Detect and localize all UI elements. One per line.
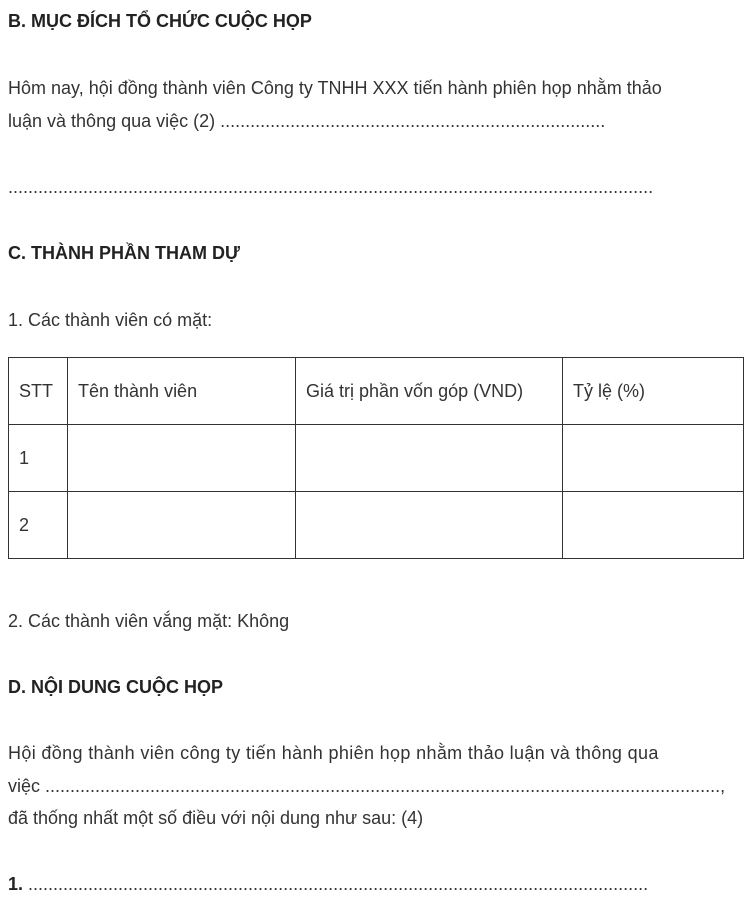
section-d-text-line-3: đã thống nhất một số điều với nội dung như sau: (4)	[8, 808, 424, 828]
table-header-row	[9, 358, 744, 425]
cell-stt: 2	[9, 492, 68, 559]
cell-stt: 1	[9, 425, 68, 492]
header-ratio: Tỷ lệ (%)	[563, 358, 744, 425]
item-number: 1.	[8, 874, 24, 894]
present-members-label: 1. Các thành viên có mặt:	[8, 310, 213, 330]
section-d-text-line-2: việc .......................................................................................................................................,	[8, 776, 726, 796]
item-dots: ............................................................................................................................	[23, 874, 649, 894]
cell-member-name	[68, 492, 296, 559]
table-row	[9, 425, 744, 492]
cell-member-name	[68, 425, 296, 492]
header-capital-value: Giá trị phần vốn góp (VND)	[296, 358, 563, 425]
section-c-heading: C. THÀNH PHẦN THAM DỰ	[8, 243, 240, 263]
section-b-heading: B. MỤC ĐÍCH TỔ CHỨC CUỘC HỌP	[8, 11, 312, 31]
content-item-1	[8, 868, 648, 901]
header-stt: STT	[9, 358, 68, 425]
table-row	[9, 492, 744, 559]
section-d-text-line-1: Hội đồng thành viên công ty tiến hành phiên họp nhằm thảo luận và thông qua	[8, 743, 659, 763]
header-member-name: Tên thành viên	[68, 358, 296, 425]
section-b-dotted-line: .................................................................................................................................	[8, 177, 654, 197]
section-b-text-line-2: luận và thông qua việc (2) .............................................................................	[8, 111, 606, 131]
cell-ratio	[563, 425, 744, 492]
cell-ratio	[563, 492, 744, 559]
cell-capital-value	[296, 492, 563, 559]
section-b-text-line-1: Hôm nay, hội đồng thành viên Công ty TNHH XXX tiến hành phiên họp nhằm thảo	[8, 78, 662, 98]
absent-members-label: 2. Các thành viên vắng mặt: Không	[8, 611, 290, 631]
section-d-heading: D. NỘI DUNG CUỘC HỌP	[8, 677, 224, 697]
members-table	[8, 357, 744, 559]
cell-capital-value	[296, 425, 563, 492]
